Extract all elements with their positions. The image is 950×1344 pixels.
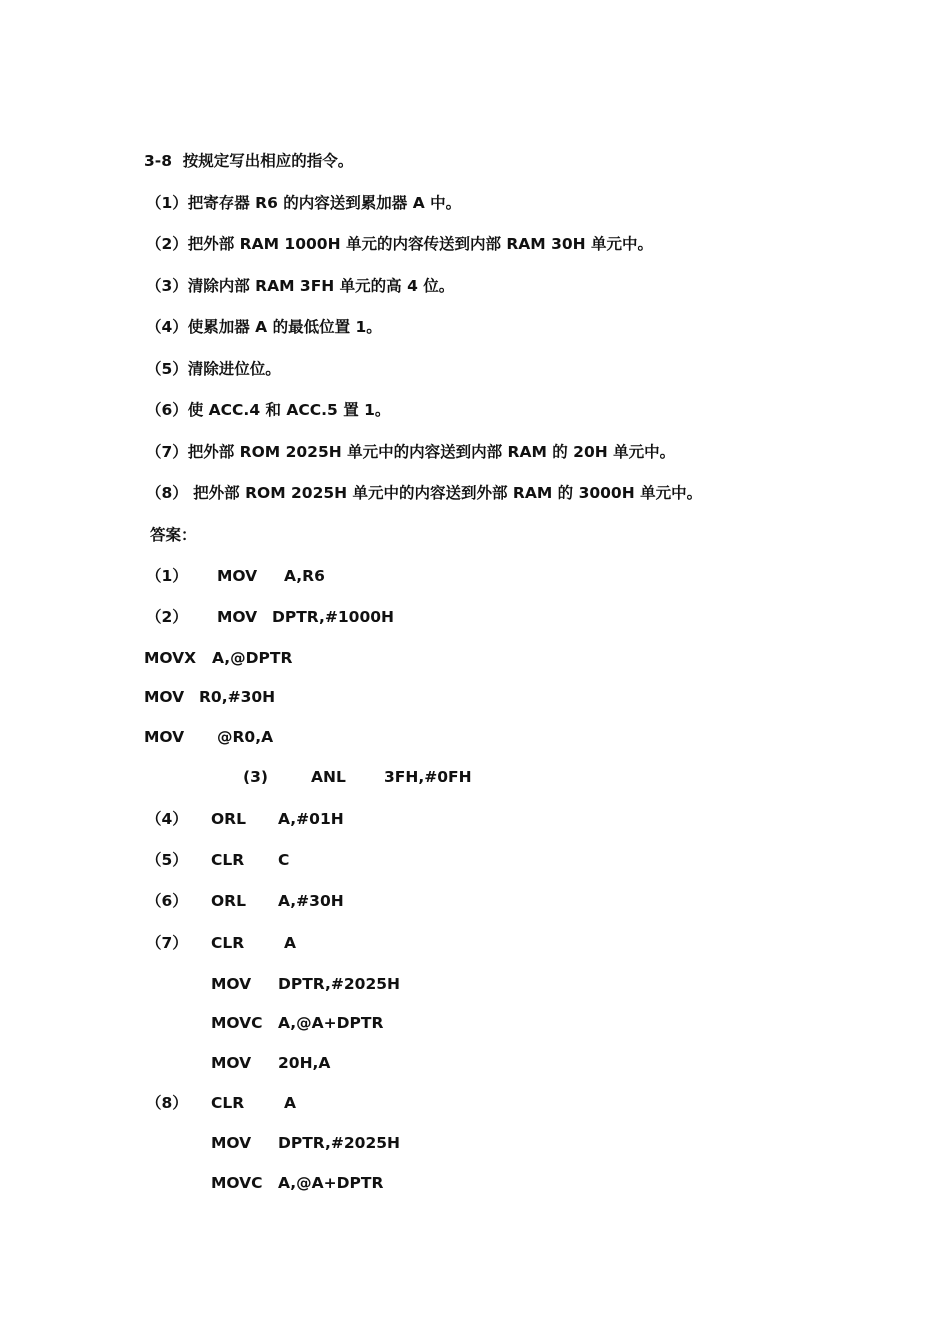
answer-row-1-num: （1） <box>146 567 188 585</box>
answer-row-3-op: MOVX <box>144 649 197 667</box>
answer-row-14-op: CLR <box>211 1094 245 1112</box>
answer-row-13-arg: 20H,A <box>278 1054 331 1072</box>
answer-row-10-arg: A <box>284 934 296 952</box>
answer-row-1-arg: A,R6 <box>284 567 325 585</box>
question-item-8: （8） 把外部 ROM 2025H 单元中的内容送到外部 RAM 的 3000H 单元中。 <box>146 484 703 502</box>
answer-label: 答案： <box>150 526 197 544</box>
question-item-1: （1）把寄存器 R6 的内容送到累加器 A 中。 <box>146 194 462 212</box>
question-item-2: （2）把外部 RAM 1000H 单元的内容传送到内部 RAM 30H 单元中。 <box>146 235 654 253</box>
answer-row-5-op: MOV <box>144 728 185 746</box>
answer-row-6-op: ANL <box>311 768 346 786</box>
answer-row-2-arg: DPTR,#1000H <box>272 608 395 626</box>
question-item-4: （4）使累加器 A 的最低位置 1。 <box>146 318 382 336</box>
answer-row-4-op: MOV <box>144 688 185 706</box>
answer-row-9-num: （6） <box>146 892 188 910</box>
answer-row-10-op: CLR <box>211 934 245 952</box>
question-item-3: （3）清除内部 RAM 3FH 单元的高 4 位。 <box>146 277 455 295</box>
answer-row-11-arg: DPTR,#2025H <box>278 975 401 993</box>
answer-row-15-op: MOV <box>211 1134 252 1152</box>
answer-row-16-op: MOVC <box>211 1174 263 1192</box>
answer-row-7-op: ORL <box>211 810 246 828</box>
answer-row-14-arg: A <box>284 1094 296 1112</box>
answer-row-11-op: MOV <box>211 975 252 993</box>
question-heading: 3-8 按规定写出相应的指令。 <box>144 152 354 170</box>
answer-row-13-op: MOV <box>211 1054 252 1072</box>
answer-row-9-op: ORL <box>211 892 246 910</box>
answer-row-12-arg: A,@A+DPTR <box>278 1014 384 1032</box>
answer-row-12-op: MOVC <box>211 1014 263 1032</box>
answer-row-3-arg: A,@DPTR <box>212 649 293 667</box>
answer-row-8-op: CLR <box>211 851 245 869</box>
answer-row-7-num: （4） <box>146 810 188 828</box>
answer-row-8-arg: C <box>278 851 290 869</box>
question-item-5: （5）清除进位位。 <box>146 360 281 378</box>
answer-row-10-num: （7） <box>146 934 188 952</box>
answer-row-7-arg: A,#01H <box>278 810 344 828</box>
answer-row-1-op: MOV <box>217 567 258 585</box>
question-item-6: （6）使 ACC.4 和 ACC.5 置 1。 <box>146 401 391 419</box>
answer-row-8-num: （5） <box>146 851 188 869</box>
answer-row-2-num: （2） <box>146 608 188 626</box>
answer-row-15-arg: DPTR,#2025H <box>278 1134 401 1152</box>
answer-row-6-num: (3) <box>243 768 268 786</box>
answer-row-14-num: （8） <box>146 1094 188 1112</box>
answer-row-9-arg: A,#30H <box>278 892 344 910</box>
answer-row-5-arg: @R0,A <box>217 728 274 746</box>
question-item-7: （7）把外部 ROM 2025H 单元中的内容送到内部 RAM 的 20H 单元中。 <box>146 443 676 461</box>
answer-row-4-arg: R0,#30H <box>199 688 276 706</box>
answer-row-16-arg: A,@A+DPTR <box>278 1174 384 1192</box>
answer-row-6-arg: 3FH,#0FH <box>384 768 472 786</box>
answer-row-2-op: MOV <box>217 608 258 626</box>
